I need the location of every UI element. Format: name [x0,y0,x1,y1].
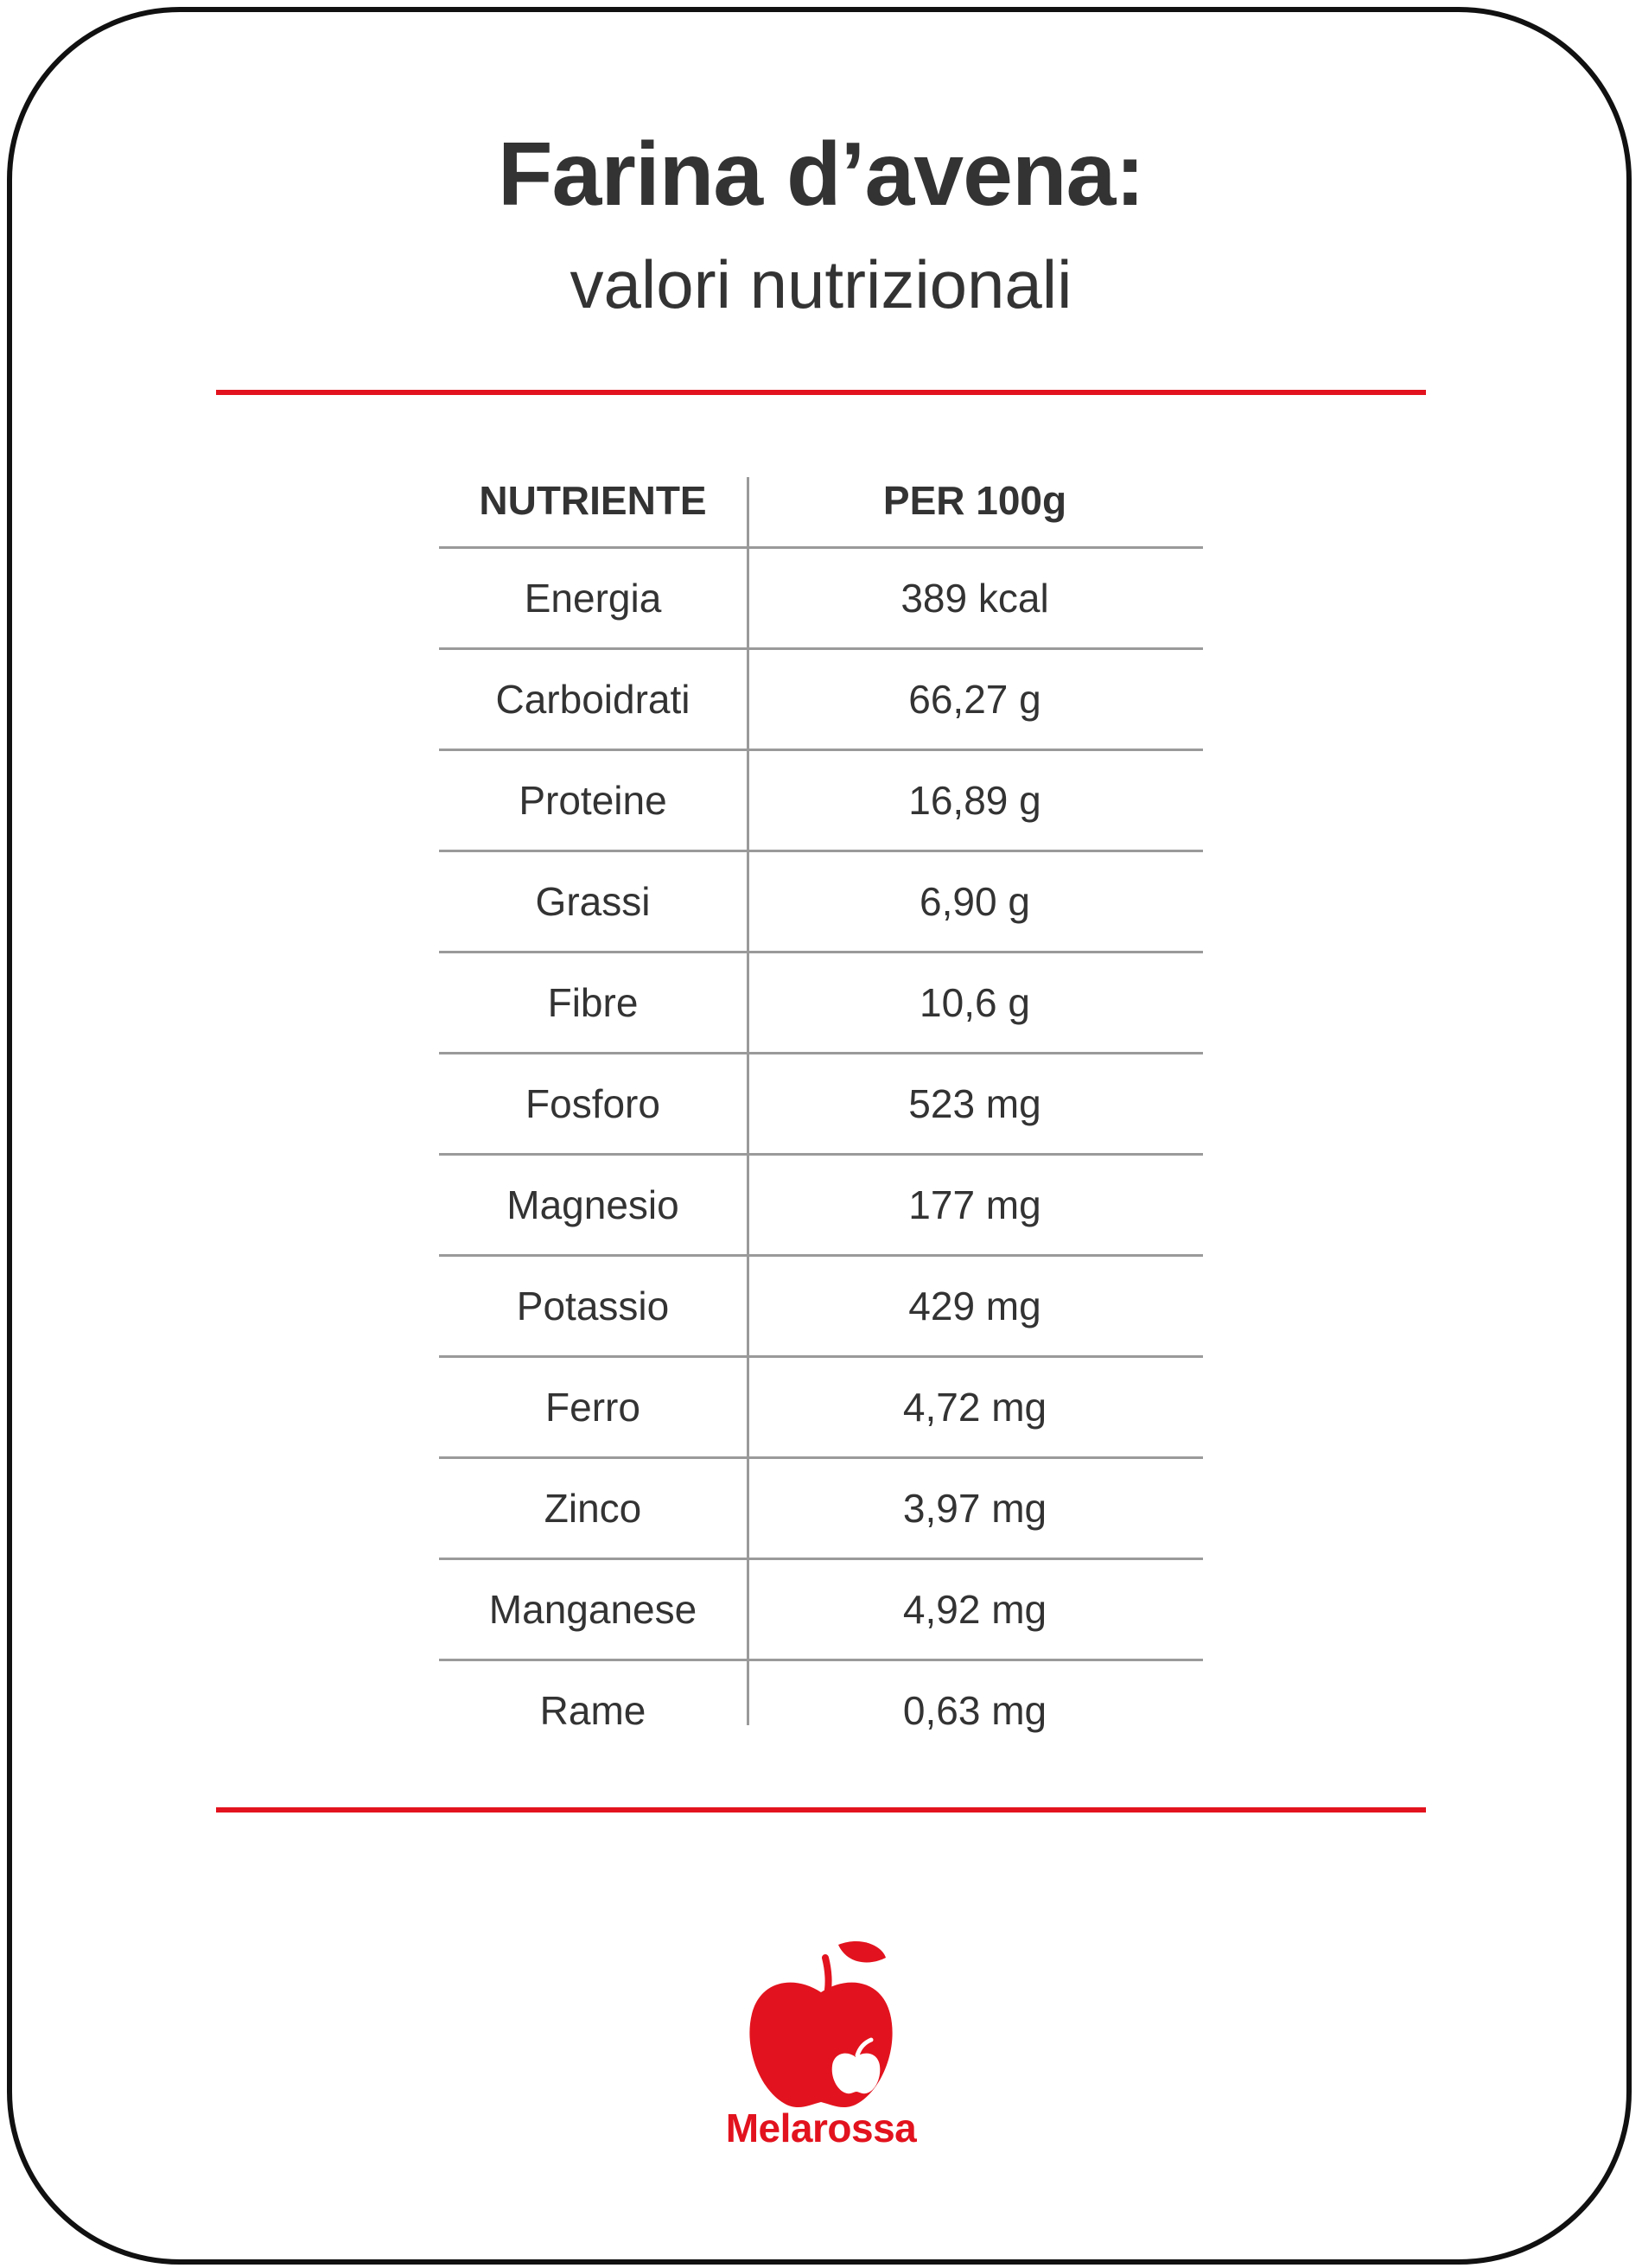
divider-top [216,390,1426,395]
nutrient-name: Manganese [488,1587,697,1632]
nutrient-name: Ferro [545,1385,640,1430]
nutrient-name: Rame [539,1688,646,1733]
table-row [439,1156,1203,1257]
nutrient-name: Grassi [535,879,651,924]
table-row [439,1661,1203,1760]
table-row [439,852,1203,953]
nutrient-value: 10,6 g [920,980,1030,1025]
table-row [439,1560,1203,1661]
nutrient-value: 6,90 g [920,879,1030,924]
nutrient-value: 177 mg [908,1182,1041,1227]
table-header-row [439,477,1203,549]
nutrient-name: Magnesio [506,1182,679,1227]
nutrient-value: 429 mg [908,1284,1041,1328]
nutrient-name: Fibre [547,980,639,1025]
nutrient-name: Energia [524,576,662,621]
nutrient-value: 16,89 g [908,778,1041,823]
nutrient-value: 523 mg [908,1081,1041,1126]
table-row [439,650,1203,751]
nutrient-value: 389 kcal [901,576,1049,621]
page-title: Farina d’avena: [498,124,1144,225]
table-row [439,1054,1203,1156]
header-per100: PER 100g [882,478,1067,523]
divider-bottom [216,1807,1426,1812]
nutrient-name: Fosforo [525,1081,660,1126]
nutrient-value: 4,72 mg [902,1385,1047,1430]
nutrient-value: 66,27 g [908,677,1041,722]
brand-name: Melarossa [725,2106,917,2150]
nutrient-name: Carboidrati [495,677,691,722]
table-row [439,1358,1203,1459]
table-row [439,953,1203,1054]
header-nutrient: NUTRIENTE [479,478,707,523]
table-row [439,549,1203,650]
page-subtitle: valori nutrizionali [570,246,1072,322]
table-row [439,1459,1203,1560]
nutrient-value: 0,63 mg [902,1688,1047,1733]
table-row [439,1257,1203,1358]
nutrient-name: Zinco [544,1486,642,1531]
nutrient-name: Potassio [516,1284,670,1328]
nutrition-table [439,477,1203,1760]
nutrient-value: 4,92 mg [902,1587,1047,1632]
table-row [439,751,1203,852]
nutrient-name: Proteine [519,778,667,823]
nutrient-value: 3,97 mg [902,1486,1047,1531]
